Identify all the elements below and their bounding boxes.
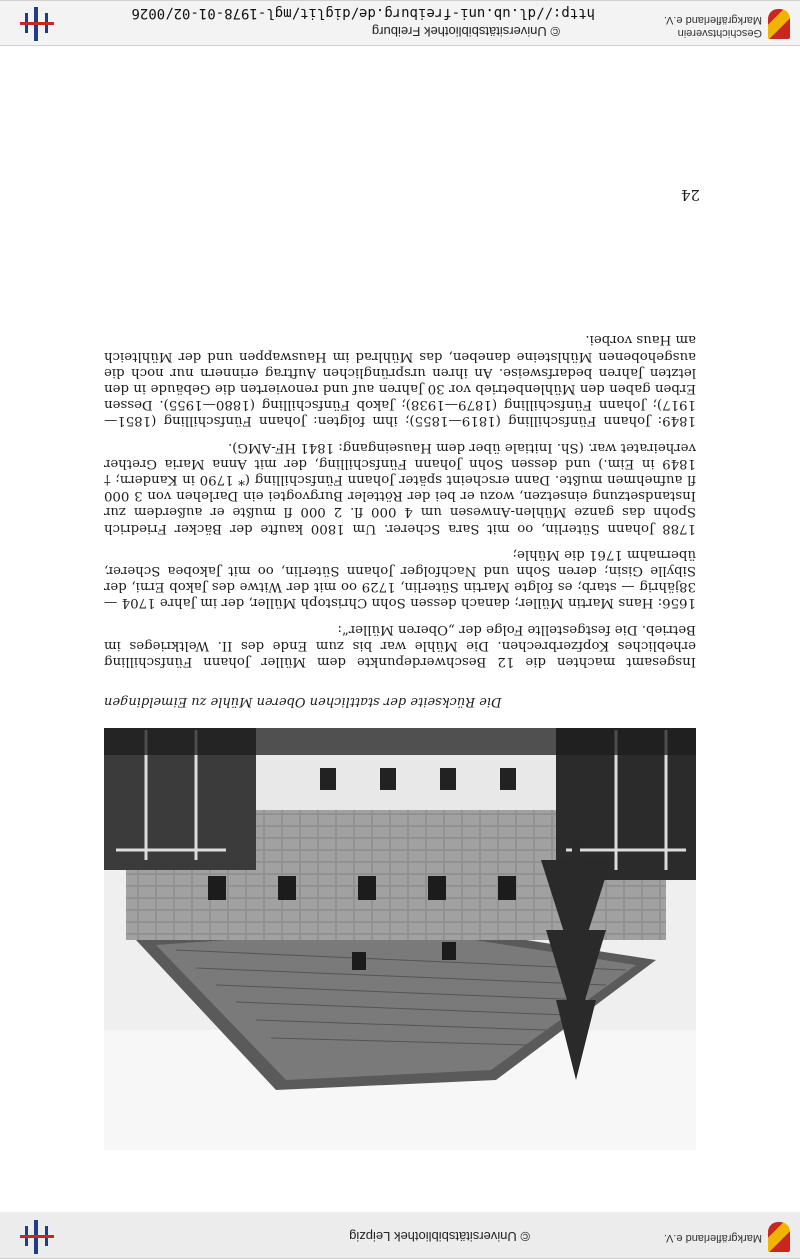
society-name-line1: Geschichtsverein: [677, 27, 762, 39]
paragraph-intro: Insgesamt machten die 12 Beschwerdepunkte dem Müller Johann Fünfschilling erhebliches Kopfzerbrechen. Die Mühle war bis zum Ende des II. Weltkrieges im Betrieb. Die festgestellte Folge der „Oberen Müller“:: [104, 621, 696, 669]
footer-society-name: Markgräflerland e.V.: [663, 1232, 762, 1244]
article-body: [104, 321, 696, 669]
viewer-footer-banner: [0, 1212, 800, 1259]
paragraph-1656: 1656: Hans Martin Müller; danach dessen Sohn Christoph Müller, der im Jahre 1704 — 38jährig — starb; es folgte Martin Süterlin, 1729 oo mit der Witwe des Jakob Erni, der Sibylle Gisin; deren Sohn und Nachfolger Johann Süterlin, oo mit Jakobea Scherer, übernahm 1761 die Mühle;: [104, 546, 696, 611]
paragraph-1849: 1849: Johann Fünfschilling (1819—1855); ihm folgten: Johann Fünfschilling (1851—1917); Johann Fünfschilling (1879—1938); Jakob Fünfschilling (1880—1955). Dessen Erben gaben den Mühlenbetrieb vor 30 Jahren auf und renovierten die Gebäude in den letzten Jahren bedarfsweise. An ihren ursprünglichen Auftrag erinnern nur noch die ausgehobenen Mühlsteine daneben, das Mühlrad im Hauswappen und der Mühlteich am Haus vorbei.: [104, 332, 696, 429]
society-name-line2: Markgräflerland e.V.: [663, 14, 762, 26]
mill-photograph: [104, 728, 696, 1150]
page-number: 24: [680, 186, 700, 204]
society-crest-icon: [768, 1222, 790, 1252]
society-crest-icon: [768, 9, 790, 39]
library-credit: © Universitätsbibliothek Freiburg: [371, 24, 560, 39]
document-url-link[interactable]: http://dl.ub.uni-freiburg.de/diglit/mgl-1978-01-02/0026: [131, 5, 595, 21]
footer-library-credit: © Universitätsbibliothek Leipzig: [349, 1229, 530, 1244]
mill-photograph-drawing: [104, 728, 696, 1150]
society-name: [664, 13, 762, 39]
library-logo-icon: [20, 7, 54, 41]
library-logo-icon: [20, 1220, 54, 1254]
paragraph-1788: 1788 Johann Süterlin, oo mit Sara Scherer. Um 1800 kaufte der Bäcker Friedrich Spohn das ganze Mühlen-Anwesen um 4 000 fl. 2 000 fl mußte er außerdem zur Instandsetzung einsetzen, wozu er bei der Rötteler Burgvogtei ein Darlehen von 3 000 fl aufnehmen mußte. Dann erscheint später Johann Fünfschilling (* 1790 in Kandern; † 1849 in Eim.) und dessen Sohn Johann Fünfschilling, der mit Anna Maria Grether verheiratet war. (Sh. Initiale über dem Hauseingang: 1841 HF-AMG).: [104, 439, 696, 536]
photo-caption: Die Rückseite der stattlichen Oberen Mühle zu Eimeldingen: [104, 694, 502, 709]
viewer-header-banner: [0, 0, 800, 46]
